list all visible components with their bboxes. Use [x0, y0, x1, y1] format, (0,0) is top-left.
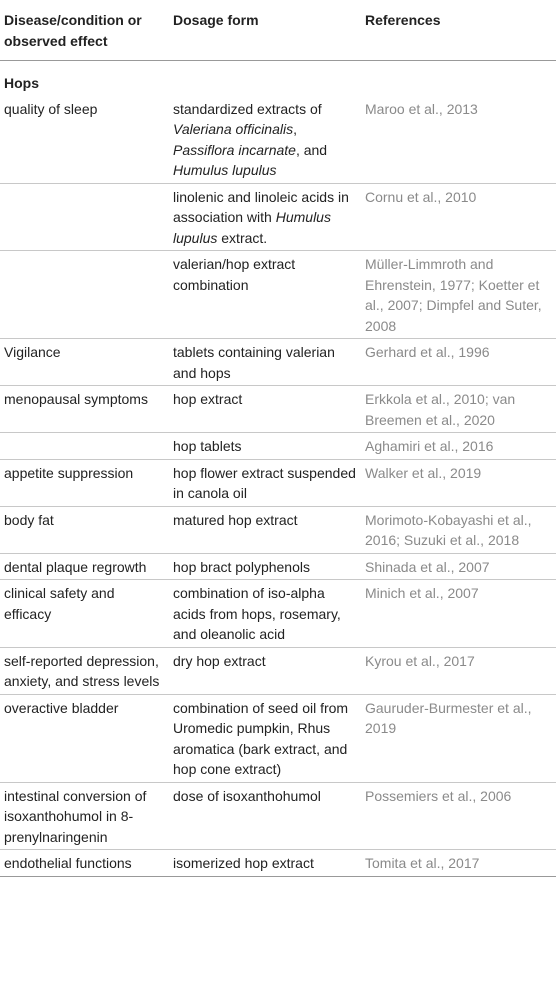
header-condition: Disease/condition or observed effect: [4, 12, 142, 49]
table-row: [0, 506, 556, 553]
cell-dosage-form: matured hop extract: [173, 511, 298, 528]
cell-dosage-form: combination of iso-alpha acids from hops, rosemary, and oleanolic acid: [173, 585, 341, 642]
cell-references: Possemiers et al., 2006: [365, 787, 512, 804]
cell-condition: body fat: [4, 511, 54, 528]
cell-condition: clinical safety and efficacy: [4, 585, 115, 622]
cell-dosage-form: tablets containing valerian and hops: [173, 344, 335, 381]
table-row: [0, 782, 556, 850]
table-row: [0, 694, 556, 782]
table-row: [0, 183, 556, 251]
table-row: [0, 459, 556, 506]
cell-condition: quality of sleep: [4, 100, 98, 117]
cell-references: Maroo et al., 2013: [365, 100, 478, 117]
cell-references: Gerhard et al., 1996: [365, 344, 490, 360]
italic-species-name: Humulus lupulus: [173, 162, 277, 178]
cell-dosage-form: dry hop extract: [173, 652, 266, 669]
italic-species-name: Humulus lupulus: [173, 209, 331, 246]
cell-references: Walker et al., 2019: [365, 464, 482, 481]
cell-dosage-form: valerian/hop extract combination: [173, 256, 296, 293]
header-references: References: [365, 12, 441, 28]
italic-species-name: Passiflora incarnate: [173, 141, 296, 158]
table-row: [0, 339, 556, 386]
header-dosage-form: Dosage form: [173, 12, 259, 28]
cell-condition: endothelial functions: [4, 855, 132, 871]
cell-condition: [0, 251, 169, 339]
cell-dosage-form: hop flower extract suspended in canola oil: [173, 464, 356, 501]
cell-references: Aghamiri et al., 2016: [365, 438, 494, 454]
cell-dosage-form: linolenic and linoleic acids in association with Humulus lupulus extract.: [173, 188, 349, 246]
cell-condition: [0, 183, 169, 251]
cell-dosage-form: dose of isoxanthohumol: [173, 787, 321, 804]
cell-condition: self-reported depression, anxiety, and stress levels: [4, 652, 160, 689]
cell-dosage-form: combination of seed oil from Uromedic pumpkin, Rhus aromatica (bark extract, and hop cone extract): [173, 699, 349, 777]
cell-references: Cornu et al., 2010: [365, 188, 477, 205]
cell-condition: overactive bladder: [4, 699, 119, 716]
table-body: [0, 61, 556, 877]
table-row: [0, 553, 556, 580]
cell-condition: Vigilance: [4, 344, 61, 360]
cell-references: Erkkola et al., 2010; van Breemen et al., 2020: [365, 391, 516, 428]
section-title: Hops: [4, 75, 39, 91]
table-row: [0, 850, 556, 877]
header-row: [0, 0, 556, 61]
cell-dosage-form: standardized extracts of Valeriana officinalis, Passiflora incarnate, and Humulus lupulus: [173, 100, 328, 178]
cell-references: Tomita et al., 2017: [365, 855, 480, 871]
cell-dosage-form: isomerized hop extract: [173, 855, 314, 871]
cell-references: Müller-Limmroth and Ehrenstein, 1977; Koetter et al., 2007; Dimpfel and Suter, 2008: [365, 256, 542, 334]
cell-references: Gauruder-Burmester et al., 2019: [365, 699, 532, 736]
table-row: [0, 251, 556, 339]
section-row: [0, 61, 556, 96]
table-row: [0, 433, 556, 460]
cell-dosage-form: hop tablets: [173, 438, 242, 454]
cell-dosage-form: hop bract polyphenols: [173, 558, 310, 575]
table-row: [0, 580, 556, 648]
table-row: [0, 96, 556, 184]
cell-condition: [0, 433, 169, 460]
table-header: [0, 0, 556, 61]
cell-condition: intestinal conversion of isoxanthohumol in 8-prenylnaringenin: [4, 787, 147, 845]
cell-dosage-form: hop extract: [173, 391, 243, 407]
cell-references: Kyrou et al., 2017: [365, 652, 475, 669]
italic-species-name: Valeriana officinalis: [173, 121, 294, 137]
cell-condition: dental plaque regrowth: [4, 558, 147, 575]
cell-references: Shinada et al., 2007: [365, 558, 490, 575]
table-row: [0, 386, 556, 433]
cell-references: Minich et al., 2007: [365, 585, 479, 601]
cell-condition: appetite suppression: [4, 464, 134, 481]
cell-references: Morimoto-Kobayashi et al., 2016; Suzuki et al., 2018: [365, 511, 532, 548]
cell-condition: menopausal symptoms: [4, 391, 148, 407]
table-row: [0, 647, 556, 694]
